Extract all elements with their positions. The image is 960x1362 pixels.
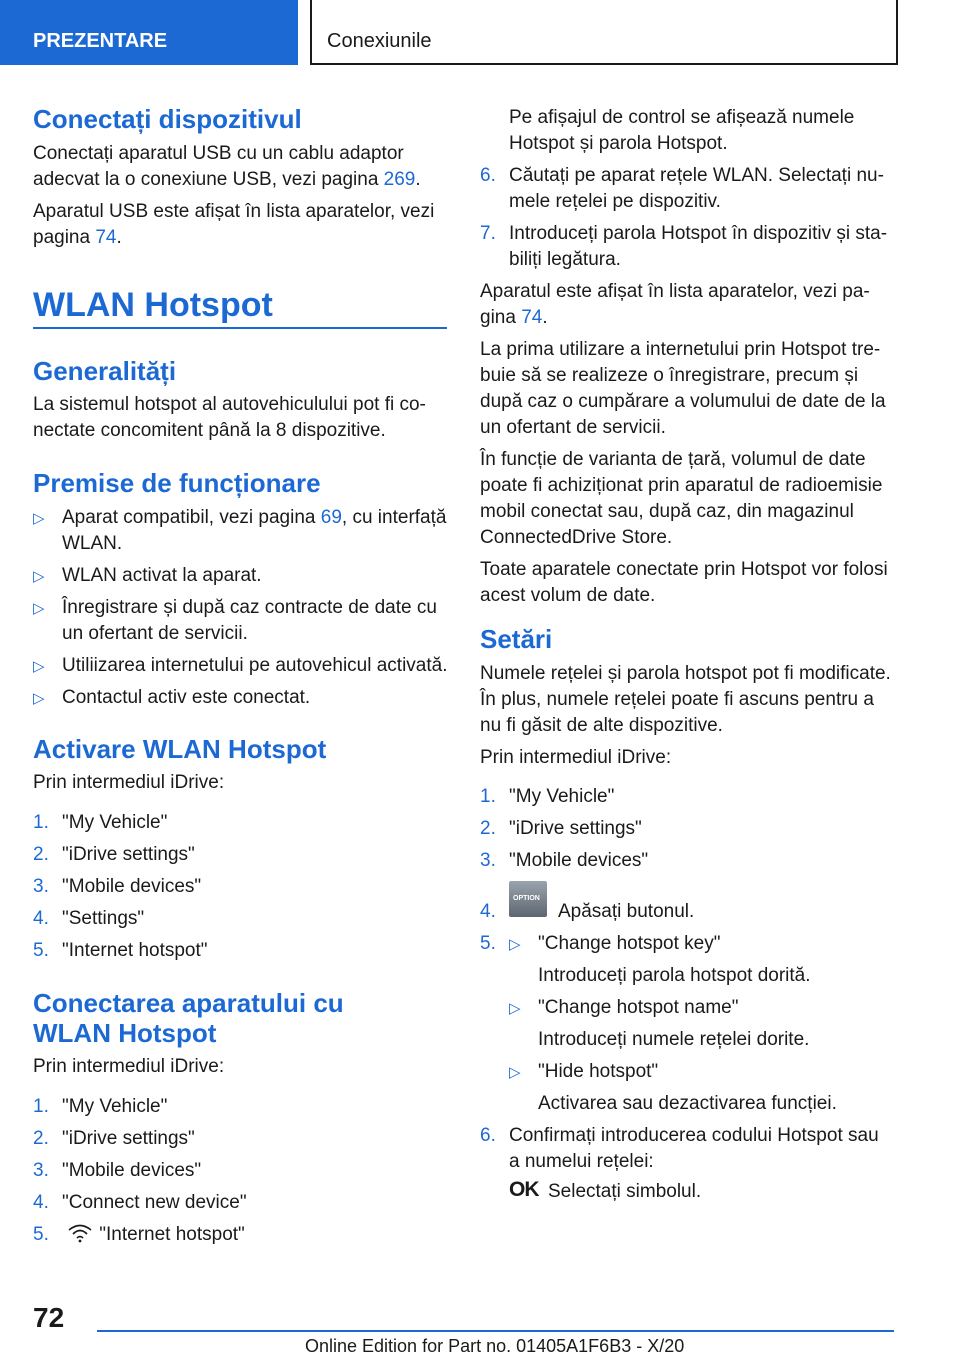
paragraph: nu fi găsit de alte dispozitive. [480, 715, 723, 736]
paragraph: În funcție de varianta de țară, volumul de date [480, 449, 866, 470]
list-item: 1. "My Vehicle" [33, 812, 168, 833]
step5-continuation-1: Pe afișajul de control se afișează numele [509, 107, 855, 128]
list-item: 2. "iDrive settings" [480, 818, 642, 839]
list-item: 4. "Connect new device" [33, 1192, 247, 1213]
list-item-continuation: WLAN. [62, 533, 123, 554]
triangle-bullet-icon: ▷ [33, 600, 45, 617]
list-item: 6. Căutați pe aparat rețele WLAN. Selectați nu- [480, 165, 884, 186]
list-item: 6. Confirmați introducerea codului Hotspot sau [480, 1125, 879, 1146]
list-item: 4. "Settings" [33, 908, 145, 929]
heading-prerequisites: Premise de funcționare [33, 468, 321, 498]
list-item: 1. "My Vehicle" [33, 1096, 168, 1117]
list-item: 2. "iDrive settings" [33, 1128, 195, 1149]
heading-connect-device-hotspot-1: Conectarea aparatului cu [33, 988, 344, 1018]
heading-rule [33, 327, 447, 329]
sub-item-description: Introduceți numele rețelei dorite. [538, 1029, 810, 1050]
list-item: 1. "My Vehicle" [480, 786, 615, 807]
paragraph: La prima utilizare a internetului prin Hotspot tre- [480, 339, 881, 360]
list-item: 3. "Mobile devices" [33, 876, 202, 897]
page-link-269[interactable]: 269 [383, 169, 416, 190]
section-label: PREZENTARE [33, 30, 168, 52]
connect-text-4: pagina 74. [33, 227, 122, 248]
list-item: 4. [480, 901, 496, 922]
paragraph: un ofertant de servicii. [480, 417, 666, 438]
list-item: ▷ Utiliizarea internetului pe autovehicul activată. [33, 653, 448, 680]
heading-wlan-hotspot: WLAN Hotspot [33, 286, 273, 324]
general-text-1: La sistemul hotspot al autovehiculului pot fi co- [33, 394, 426, 415]
footer-edition: Online Edition for Part no. 01405A1F6B3 - X/20 [305, 1336, 685, 1356]
list-item-continuation: a numelui rețelei: [509, 1151, 654, 1172]
paragraph: buie să se realizeze o înregistrare, precum și [480, 365, 859, 386]
paragraph: mobil conectat sau, după caz, din magazinul [480, 501, 854, 522]
list-item: 2. "iDrive settings" [33, 844, 195, 865]
triangle-bullet-icon: ▷ [509, 936, 521, 953]
paragraph: ConnectedDrive Store. [480, 527, 673, 548]
heading-connect-device-hotspot-2: WLAN Hotspot [33, 1018, 217, 1048]
ok-icon: OK [509, 1178, 539, 1201]
list-item: ▷ "Hide hotspot" [509, 1059, 658, 1086]
paragraph: acest volum de date. [480, 585, 656, 606]
sub-item-description: Activarea sau dezactivarea funcției. [538, 1093, 837, 1114]
list-item: 5. ▷ "Change hotspot key" [480, 931, 721, 958]
list-item-continuation: mele rețelei pe dispozitiv. [509, 191, 721, 212]
heading-general: Generalități [33, 356, 177, 386]
list-item-continuation: biliți legătura. [509, 249, 621, 270]
triangle-bullet-icon: ▷ [33, 568, 45, 585]
sub-item-description: Introduceți parola hotspot dorită. [538, 965, 811, 986]
page-link-69[interactable]: 69 [320, 507, 342, 528]
page-number: 72 [33, 1302, 65, 1333]
wifi-icon [67, 1223, 93, 1243]
triangle-bullet-icon: ▷ [33, 510, 45, 527]
connect-text-3: Aparatul USB este afișat în lista aparatelor, vezi [33, 201, 435, 222]
list-item: 3. "Mobile devices" [480, 850, 649, 871]
list-item: ▷ Contactul activ este conectat. [33, 685, 310, 712]
settings-intro: Prin intermediul iDrive: [480, 747, 672, 768]
paragraph: În plus, numele rețelei poate fi ascuns pentru a [480, 689, 874, 710]
heading-connect-device: Conectați dispozitivul [33, 104, 302, 134]
list-item: 5. "Internet hotspot" [33, 940, 208, 961]
triangle-bullet-icon: ▷ [33, 658, 45, 675]
heading-activate-hotspot: Activare WLAN Hotspot [33, 734, 327, 764]
heading-settings: Setări [480, 624, 553, 654]
step4-text: Apăsați butonul. [558, 901, 695, 922]
chapter-tab [310, 0, 898, 65]
page-link-74[interactable]: 74 [521, 307, 543, 328]
activate-intro: Prin intermediul iDrive: [33, 772, 225, 793]
list-item: ▷ WLAN activat la aparat. [33, 563, 262, 590]
list-item: 5. "Internet hotspot" [33, 1224, 245, 1245]
paragraph: Aparatul este afișat în lista aparatelor, vezi pa- [480, 281, 870, 302]
ok-instruction: Selectați simbolul. [548, 1181, 702, 1202]
triangle-bullet-icon: ▷ [509, 1064, 521, 1081]
connectdev-intro: Prin intermediul iDrive: [33, 1056, 225, 1077]
chapter-label: Conexiunile [327, 30, 432, 52]
connect-text-1: Conectați aparatul USB cu un cablu adaptor [33, 143, 404, 164]
list-item-continuation: un ofertant de servicii. [62, 623, 248, 644]
list-item: 3. "Mobile devices" [33, 1160, 202, 1181]
paragraph: Numele rețelei și parola hotspot pot fi modificate. [480, 663, 891, 684]
paragraph: după caz o cumpărare a volumului de date de la [480, 391, 886, 412]
paragraph: gina 74. [480, 307, 548, 328]
option-button-icon: OPTION [509, 881, 547, 917]
list-item: 7. Introduceți parola Hotspot în dispozitiv și sta- [480, 223, 888, 244]
triangle-bullet-icon: ▷ [509, 1000, 521, 1017]
section-tab [0, 0, 298, 65]
triangle-bullet-icon: ▷ [33, 690, 45, 707]
general-text-2: nectate concomitent până la 8 dispozitive. [33, 420, 386, 441]
connect-text-2: adecvat la o conexiune USB, vezi pagina 269. [33, 169, 421, 190]
step5-continuation-2: Hotspot și parola Hotspot. [509, 133, 728, 154]
list-item: ▷ Aparat compatibil, vezi pagina 69, cu interfață [33, 505, 446, 532]
list-item: ▷ "Change hotspot name" [509, 995, 738, 1022]
footer-rule [97, 1330, 894, 1332]
page-link-74[interactable]: 74 [95, 227, 117, 248]
paragraph: Toate aparatele conectate prin Hotspot vor folosi [480, 559, 888, 580]
paragraph: poate fi achiziționat prin aparatul de radioemisie [480, 475, 883, 496]
list-item: ▷ Înregistrare și după caz contracte de date cu [33, 595, 437, 622]
